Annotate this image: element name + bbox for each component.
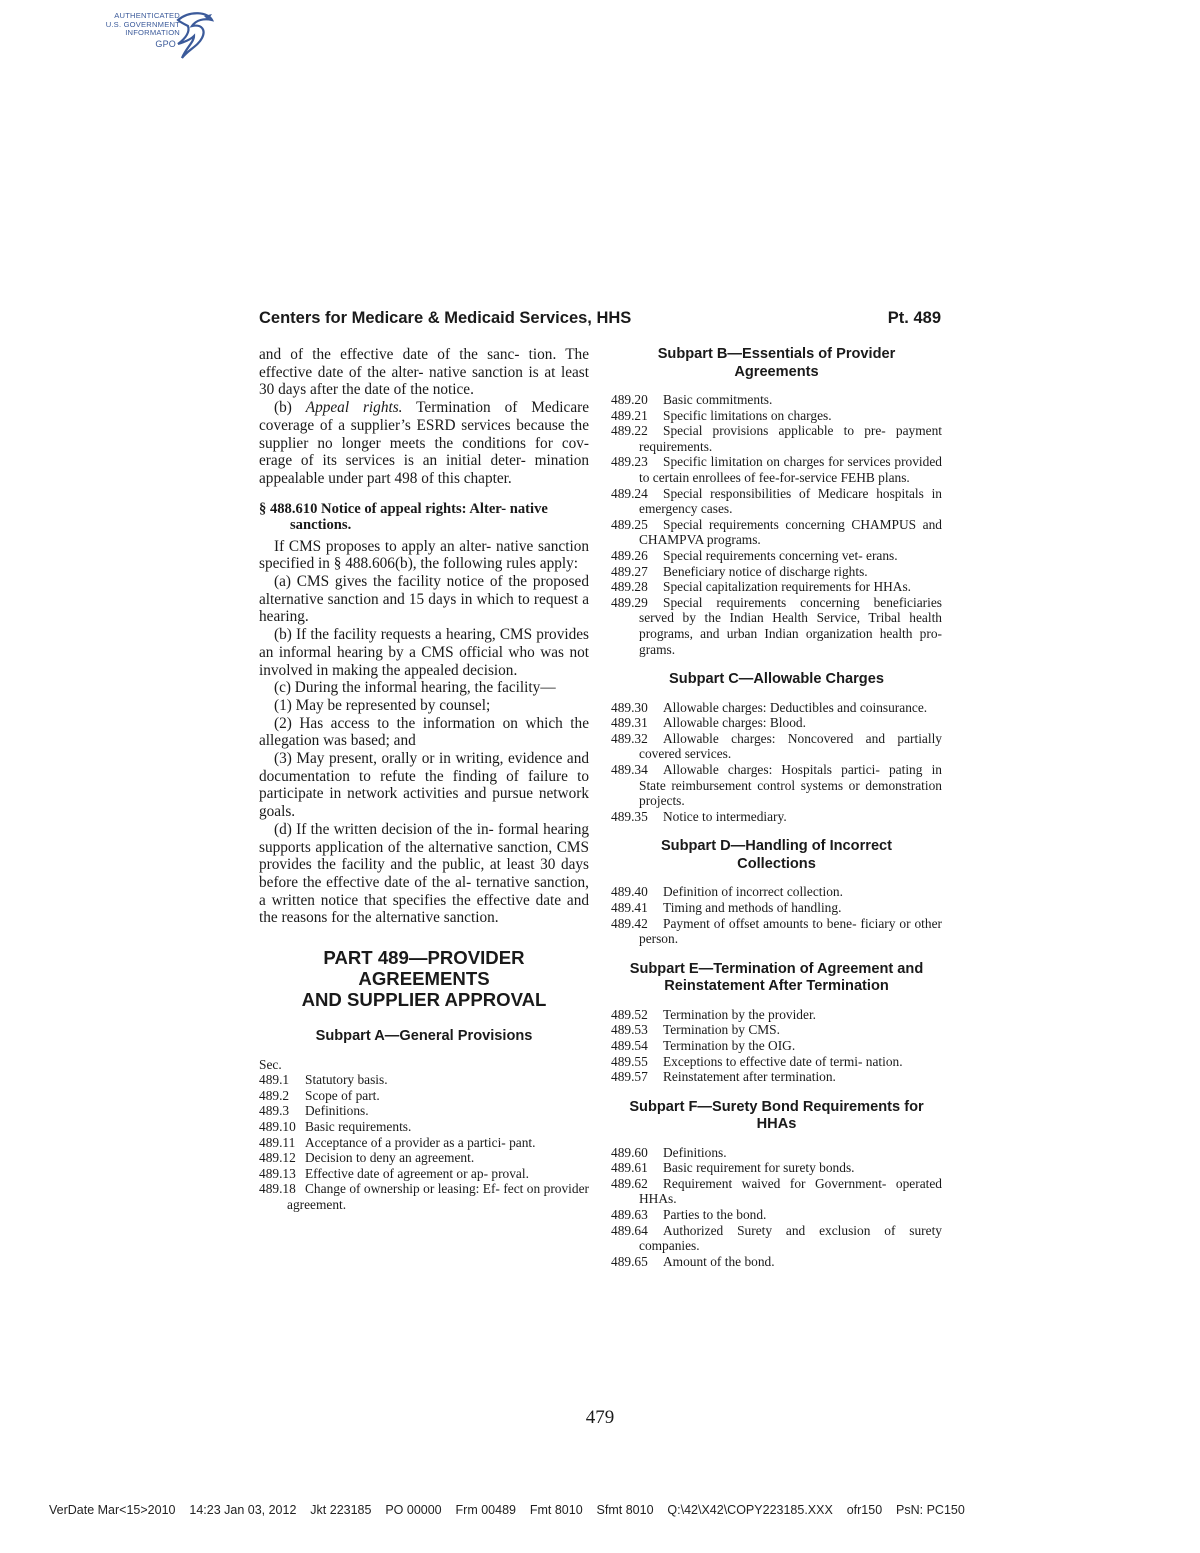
toc-item-number: 489.60: [611, 1144, 648, 1160]
toc-item-title: Definition of incorrect collection.: [663, 884, 843, 900]
appeal-rights-paragraph: [259, 399, 589, 488]
subpart-heading-c: [611, 671, 942, 689]
eagle-icon: [168, 8, 218, 72]
toc-item[interactable]: [611, 1254, 942, 1270]
section-paragraph: (b) If the facility requests a hearing, CMS provides an informal hearing by a CMS official who was not involved in making the appealed decision.: [259, 626, 589, 679]
toc-item-title: Special requirements concerning beneficiaries served by the Indian Health Service, Tribal health programs, and urban Indian organization health pro- grams.: [639, 594, 942, 657]
toc-item-number: 489.25: [611, 516, 648, 532]
toc-item-number: 489.10: [259, 1118, 296, 1134]
toc-item[interactable]: [611, 1054, 942, 1070]
toc-item[interactable]: [611, 715, 942, 731]
toc-item[interactable]: [611, 423, 942, 454]
toc-item[interactable]: [611, 731, 942, 762]
toc-item-title: Special requirements concerning CHAMPUS and CHAMPVA programs.: [639, 516, 942, 548]
toc-item[interactable]: [611, 408, 942, 424]
toc-item-number: 489.12: [259, 1150, 296, 1166]
toc-item-number: 489.28: [611, 579, 648, 595]
logo-line-2: U.S. GOVERNMENT: [105, 19, 180, 29]
toc-item-number: 489.11: [259, 1134, 296, 1150]
toc-item-title: Definitions.: [305, 1103, 369, 1119]
toc-item-title: Basic requirements.: [305, 1118, 412, 1134]
toc-item-title: Decision to deny an agreement.: [305, 1150, 475, 1166]
toc-item-title: Amount of the bond.: [663, 1253, 775, 1269]
toc-item-title: Timing and methods of handling.: [663, 899, 842, 915]
toc-item-title: Specific limitation on charges for services provided to certain enrollees of fee-for-service FEHB plans.: [639, 454, 942, 485]
toc-item-title: Allowable charges: Hospitals partici- pating in State reimbursement control systems or demonstration projects.: [639, 761, 942, 809]
toc-item-number: 489.23: [611, 454, 648, 470]
toc-item-number: 489.29: [611, 594, 648, 610]
toc-item-number: 489.57: [611, 1069, 648, 1085]
toc-item-number: 489.18: [259, 1181, 296, 1197]
toc-item-number: 489.31: [611, 715, 648, 731]
toc-item[interactable]: [259, 1166, 589, 1182]
page-number: 479: [585, 1407, 615, 1428]
section-paragraph: (a) CMS gives the facility notice of the proposed alternative sanction and 15 days in which to request a hearing.: [259, 573, 589, 626]
section-paragraph: (c) During the informal hearing, the facility—: [274, 679, 556, 697]
toc-item-number: 489.62: [611, 1175, 648, 1191]
subpart-heading-line: Collections: [737, 855, 816, 872]
toc-subpart-e: [611, 1007, 942, 1085]
toc-item[interactable]: [611, 809, 942, 825]
toc-item[interactable]: [259, 1103, 589, 1119]
toc-item[interactable]: [611, 392, 942, 408]
toc-item-number: 489.3: [259, 1103, 290, 1119]
toc-item[interactable]: [611, 916, 942, 947]
subpart-heading-b: [611, 346, 942, 381]
toc-item-title: Parties to the bond.: [663, 1207, 767, 1223]
toc-item-title: Special requirements concerning vet- erans.: [663, 547, 898, 563]
toc-subpart-a: [259, 1072, 589, 1212]
toc-item-title: Exceptions to effective date of termi- nation.: [663, 1053, 903, 1069]
toc-item-number: 489.22: [611, 423, 648, 439]
appeal-rights-label: (b): [274, 399, 292, 417]
section-paragraph: (2) Has access to the information on which the allegation was based; and: [259, 714, 589, 750]
toc-item[interactable]: [259, 1072, 589, 1088]
toc-item-number: 489.24: [611, 485, 648, 501]
toc-subpart-d: [611, 884, 942, 946]
toc-item[interactable]: [259, 1150, 589, 1166]
right-column: [611, 346, 942, 1269]
subpart-heading-d: [611, 838, 942, 873]
appeal-rights-title: Appeal rights.: [305, 399, 403, 417]
subpart-heading-line: Subpart D—Handling of Incorrect: [660, 838, 893, 855]
toc-item[interactable]: [611, 564, 942, 580]
toc-item-title: Termination by the provider.: [663, 1006, 817, 1022]
toc-item-number: 489.61: [611, 1160, 648, 1176]
toc-item-title: Allowable charges: Noncovered and partially covered services.: [639, 730, 942, 762]
toc-item-number: 489.32: [611, 730, 648, 746]
toc-item[interactable]: [611, 1038, 942, 1054]
toc-item-title: Effective date of agreement or ap- proval.: [305, 1165, 529, 1181]
running-head-part: Pt. 489: [887, 309, 941, 327]
toc-item-number: 489.55: [611, 1053, 648, 1069]
toc-item[interactable]: [611, 700, 942, 716]
subpart-heading-line: Reinstatement After Termination: [664, 978, 889, 995]
toc-item-title: Acceptance of a provider as a partici- pant.: [305, 1134, 536, 1150]
toc-item-title: Change of ownership or leasing: Ef- fect on provider agreement.: [287, 1181, 589, 1212]
toc-item-number: 489.30: [611, 699, 648, 715]
subpart-heading-line: Subpart E—Termination of Agreement and: [629, 960, 924, 977]
toc-item-number: 489.35: [611, 808, 648, 824]
toc-item-title: Definitions.: [663, 1144, 727, 1160]
toc-item[interactable]: [611, 900, 942, 916]
left-column: [259, 346, 589, 1213]
toc-item-number: 489.21: [611, 407, 648, 423]
toc-item-number: 489.13: [259, 1165, 296, 1181]
part-heading-line: AND SUPPLIER APPROVAL: [301, 989, 547, 1011]
toc-item-number: 489.1: [259, 1072, 290, 1088]
toc-subpart-c: [611, 700, 942, 825]
toc-item-number: 489.42: [611, 915, 648, 931]
section-paragraph: (d) If the written decision of the in- formal hearing supports application of the alternative sanction, CMS provides the facility and the public, at least 30 days before the effective date of the al- ternative sanction, a written notice that specifies the effective date and the reasons for the alternative sanction.: [259, 820, 589, 927]
subpart-heading-f: [611, 1099, 942, 1134]
print-footer: VerDate Mar<15>2010 14:23 Jan 03, 2012 Jkt 223185 PO 00000 Frm 00489 Fmt 8010 Sfmt 8010 Q:\42\X42\COPY223185.XXX ofr150 PsN: PC150: [49, 1503, 965, 1517]
subpart-heading-line: Subpart C—Allowable Charges: [669, 671, 884, 688]
toc-item-title: Notice to intermediary.: [663, 808, 787, 824]
toc-item[interactable]: [611, 579, 942, 595]
sec-label: Sec.: [259, 1056, 282, 1072]
part-heading: [259, 947, 589, 1010]
section-paragraph: If CMS proposes to apply an alter- native sanction specified in § 488.606(b), the following rules apply:: [259, 537, 589, 573]
subpart-heading-e: [611, 961, 942, 996]
toc-subpart-f: [611, 1145, 942, 1270]
toc-item[interactable]: [611, 595, 942, 657]
toc-item-title: Termination by CMS.: [663, 1022, 780, 1038]
logo-mark: GPO: [155, 38, 176, 49]
logo-line-3: INFORMATION: [125, 28, 180, 38]
toc-item-title: Allowable charges: Deductibles and coinsurance.: [663, 699, 928, 715]
toc-item-title: Special capitalization requirements for HHAs.: [663, 579, 912, 595]
section-paragraph: (3) May present, orally or in writing, evidence and documentation to refute the finding of failure to participate in network activities and pursue network goals.: [259, 750, 589, 821]
toc-item[interactable]: [611, 1223, 942, 1254]
toc-subpart-b: [611, 392, 942, 657]
toc-item-number: 489.26: [611, 547, 648, 563]
toc-item[interactable]: [611, 762, 942, 809]
toc-item-number: 489.52: [611, 1006, 648, 1022]
toc-item[interactable]: [611, 884, 942, 900]
running-head-agency: Centers for Medicare & Medicaid Services, HHS: [259, 309, 632, 327]
subpart-heading-line: Agreements: [734, 363, 819, 380]
gpo-logo-text: [88, 12, 180, 48]
toc-item[interactable]: [611, 1069, 942, 1085]
running-head: [259, 309, 941, 328]
toc-item-title: Beneficiary notice of discharge rights.: [663, 563, 868, 579]
toc-item-number: 489.27: [611, 563, 648, 579]
toc-item-number: 489.64: [611, 1222, 648, 1238]
toc-item[interactable]: [611, 1007, 942, 1023]
toc-item-number: 489.41: [611, 899, 648, 915]
toc-item[interactable]: [259, 1119, 589, 1135]
logo-line-1: AUTHENTICATED: [114, 11, 180, 20]
toc-item-title: Scope of part.: [305, 1087, 380, 1103]
subpart-heading-line: Subpart F—Surety Bond Requirements for: [629, 1098, 924, 1115]
toc-item[interactable]: [611, 1022, 942, 1038]
toc-item[interactable]: [611, 1176, 942, 1207]
toc-item-title: Reinstatement after termination.: [663, 1069, 836, 1085]
toc-item-title: Specific limitations on charges.: [663, 407, 832, 423]
toc-item-title: Requirement waived for Government- operated HHAs.: [639, 1175, 942, 1207]
subpart-heading-line: HHAs: [756, 1116, 797, 1133]
toc-item-title: Special responsibilities of Medicare hospitals in emergency cases.: [639, 485, 942, 517]
toc-item-number: 489.40: [611, 884, 648, 900]
toc-item-title: Payment of offset amounts to bene- ficiary or other person.: [639, 915, 942, 947]
toc-item-number: 489.20: [611, 392, 648, 407]
toc-item[interactable]: [259, 1181, 589, 1212]
toc-item[interactable]: [611, 1145, 942, 1161]
toc-item-title: Statutory basis.: [305, 1072, 388, 1088]
appeal-rights-text: Termination of Medicare coverage of a supplier’s ESRD services because the supplier no longer meets the conditions for cov- erage of its services is an initial deter- mination appealable under part 498 of this chapter.: [259, 399, 589, 487]
toc-item-number: 489.34: [611, 761, 648, 777]
toc-item[interactable]: [611, 517, 942, 548]
toc-item-title: Basic commitments.: [663, 392, 773, 407]
toc-item-title: Termination by the OIG.: [663, 1037, 796, 1053]
part-heading-line: PART 489—PROVIDER AGREEMENTS: [323, 947, 525, 990]
section-heading-488-610: § 488.610 Notice of appeal rights: Alter- native sanctions.: [259, 500, 548, 534]
section-paragraph: (1) May be represented by counsel;: [274, 696, 491, 714]
toc-item[interactable]: [611, 486, 942, 517]
toc-item-number: 489.63: [611, 1207, 648, 1223]
toc-item[interactable]: [611, 1160, 942, 1176]
toc-item[interactable]: [259, 1135, 589, 1151]
toc-item-number: 489.54: [611, 1037, 648, 1053]
toc-item-number: 489.2: [259, 1087, 290, 1103]
toc-item-title: Special provisions applicable to pre- payment requirements.: [639, 423, 942, 454]
toc-item-title: Allowable charges: Blood.: [663, 715, 806, 731]
toc-item-number: 489.53: [611, 1022, 648, 1038]
toc-item[interactable]: [611, 454, 942, 485]
toc-item[interactable]: [611, 548, 942, 564]
toc-item[interactable]: [611, 1207, 942, 1223]
gpo-authentication-logo: [88, 8, 218, 72]
toc-item-title: Basic requirement for surety bonds.: [663, 1160, 855, 1176]
toc-item[interactable]: [259, 1088, 589, 1104]
subpart-heading: Subpart A—General Provisions: [315, 1028, 533, 1045]
continued-paragraph: and of the effective date of the sanc- tion. The effective date of the alter- native sanction is at least 30 days after the date of the notice.: [259, 346, 589, 399]
toc-item-title: Authorized Surety and exclusion of surety companies.: [639, 1222, 942, 1254]
toc-item-number: 489.65: [611, 1253, 648, 1269]
subpart-heading-line: Subpart B—Essentials of Provider: [657, 346, 896, 362]
